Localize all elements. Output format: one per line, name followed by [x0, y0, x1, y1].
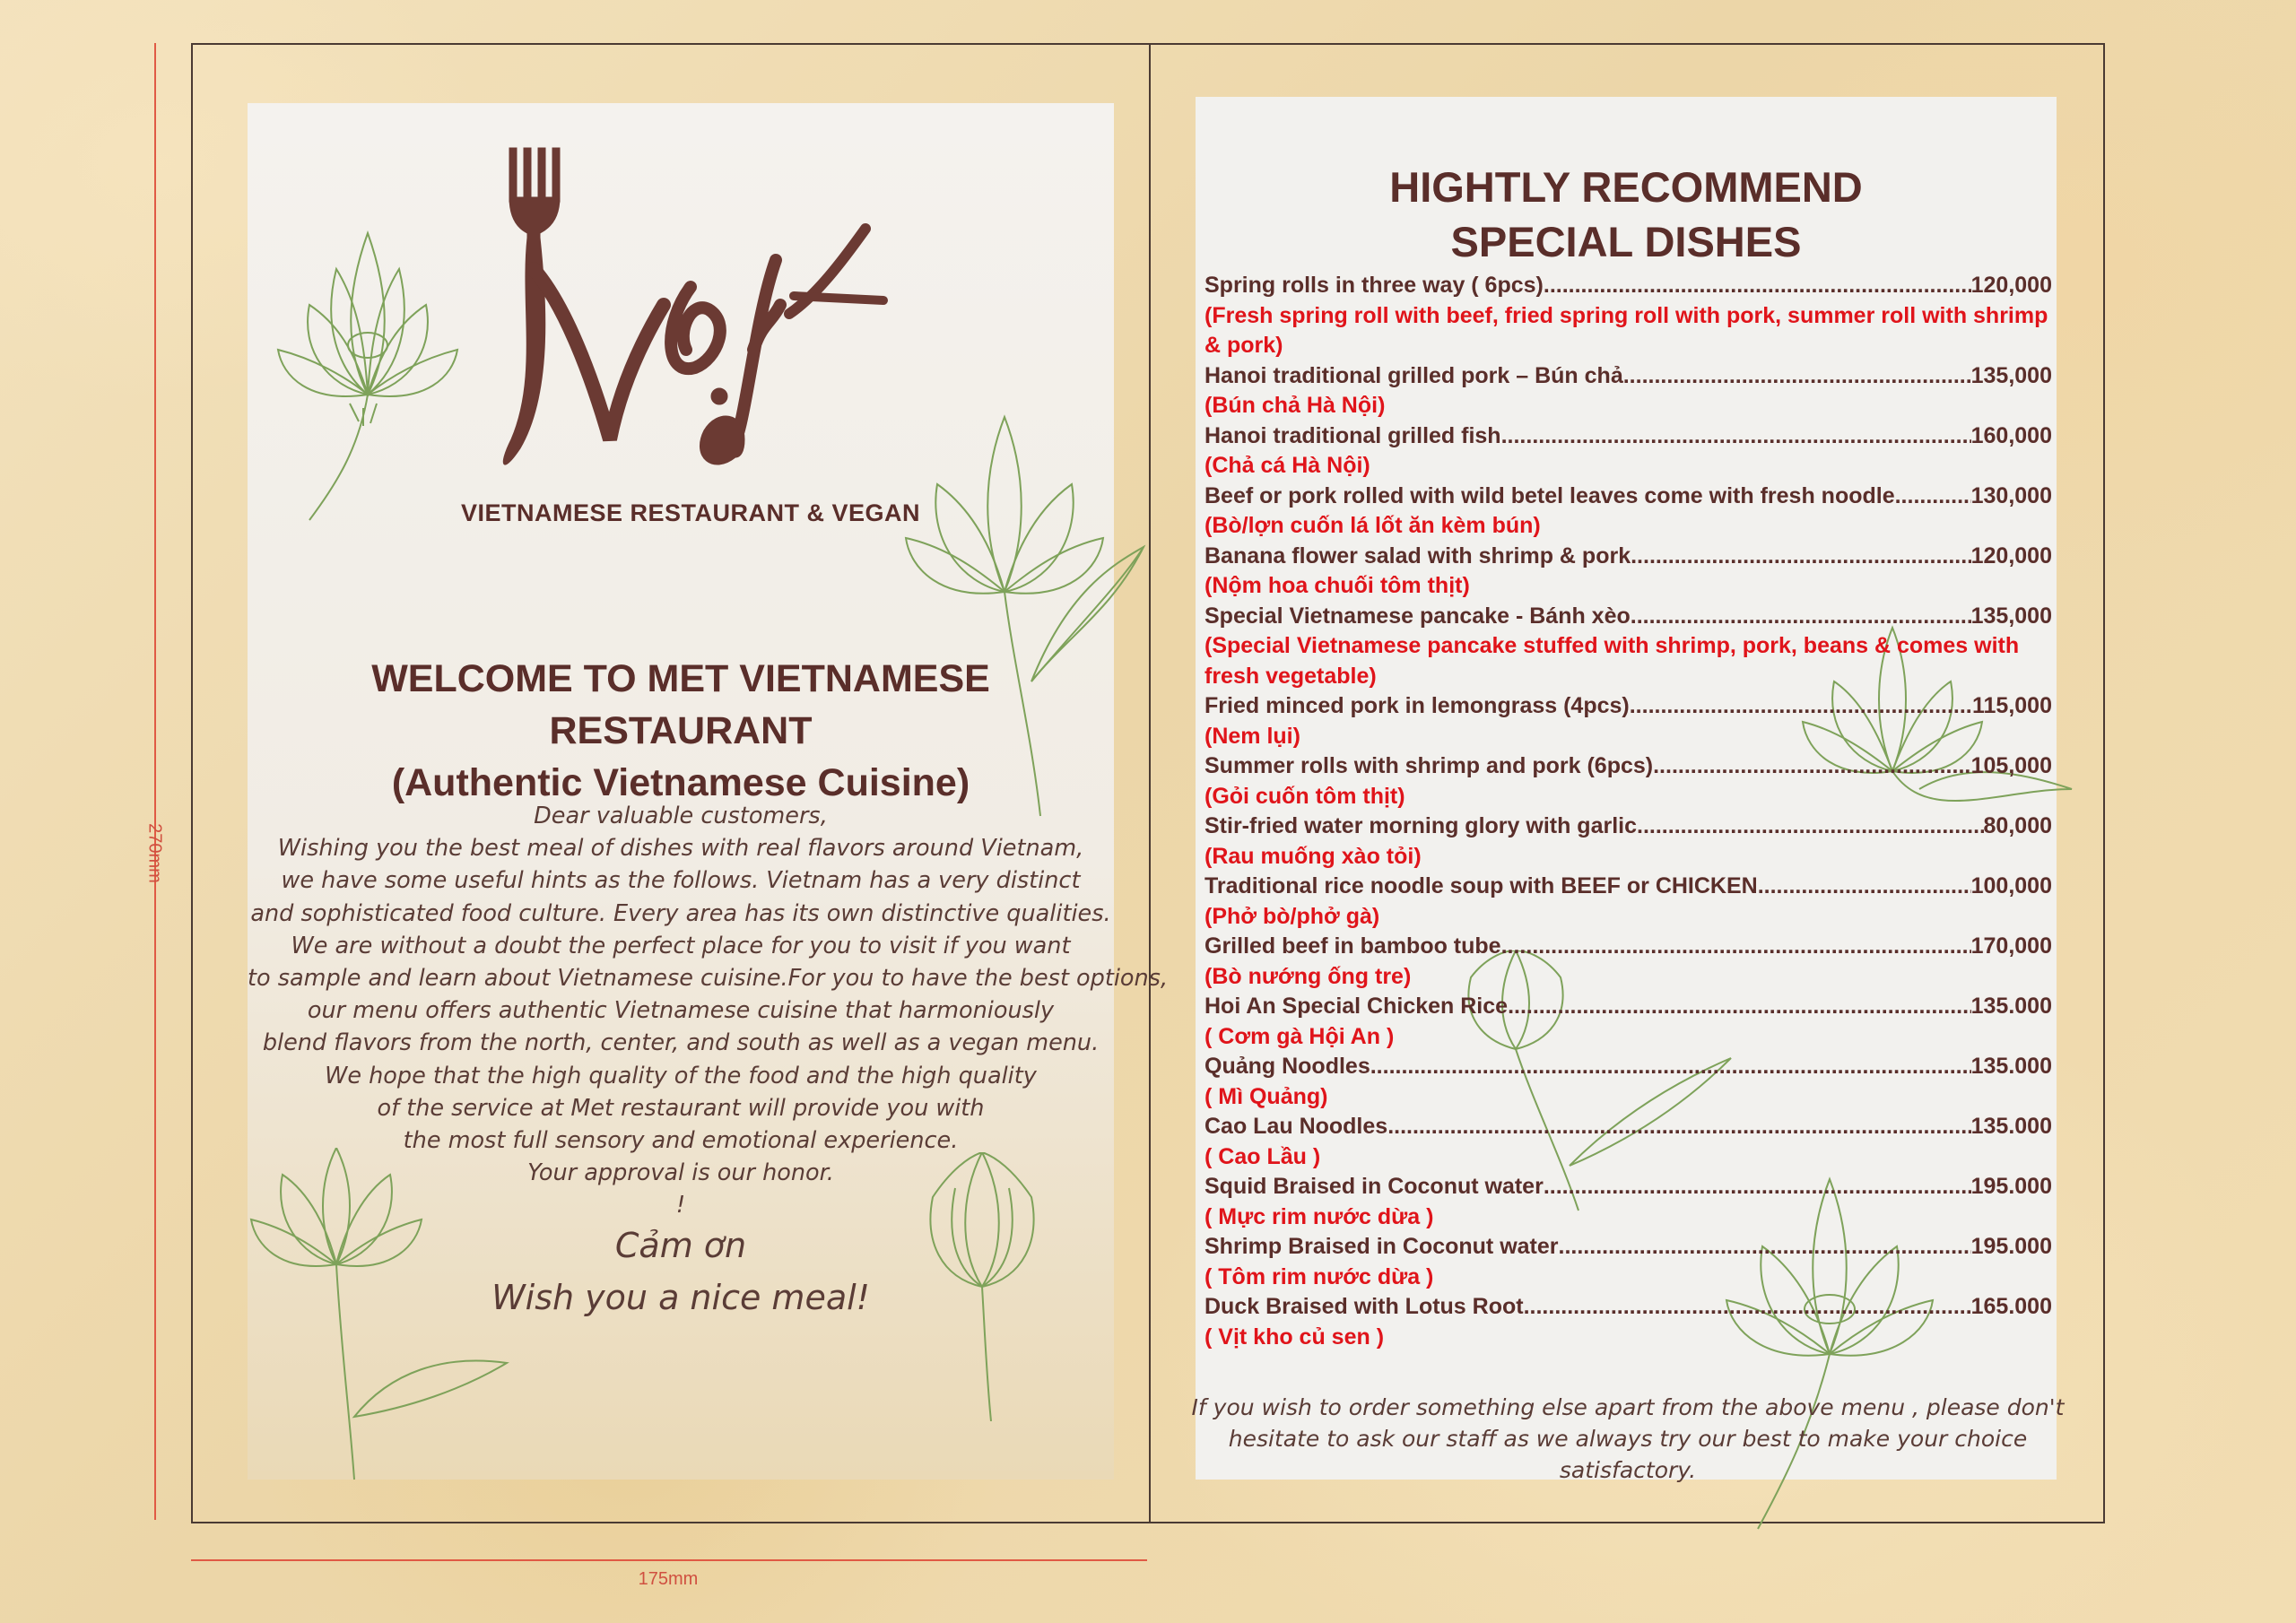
dot-leader	[1387, 1112, 1970, 1142]
dish-name: Hoi An Special Chicken Rice	[1205, 994, 1509, 1019]
menu-item	[1205, 361, 2055, 421]
dish-vietnamese-name: (Nem lụi)	[1205, 723, 1300, 749]
width-ruler-label: 175mm	[638, 1569, 699, 1589]
dish-price: 120,000	[1970, 542, 2052, 568]
dish-vietnamese-name: ( Cơm gà Hội An )	[1205, 1023, 1395, 1049]
menu-item	[1205, 872, 2055, 932]
dish-line	[1205, 1052, 2052, 1082]
dot-leader	[1501, 932, 1971, 962]
height-ruler-line	[154, 43, 156, 1520]
dish-name: Shrimp Braised in Coconut water	[1205, 1234, 1559, 1259]
dish-name: Squid Braised in Coconut water	[1205, 1174, 1544, 1199]
letter-line: of the service at Met restaurant will provide you with	[377, 1094, 985, 1122]
closing-message	[248, 1219, 1114, 1324]
dish-price: 115,000	[1972, 693, 2052, 718]
dish-vietnamese-name: (Rau muống xào tỏi)	[1205, 843, 1422, 869]
dish-price: 170,000	[1970, 933, 2052, 959]
menu-item	[1205, 992, 2055, 1052]
dish-line	[1205, 361, 2052, 392]
dish-name: Summer rolls with shrimp and pork (6pcs)	[1205, 753, 1654, 778]
letter-line: and sophisticated food culture. Every area has its own distinctive qualities.	[250, 899, 1111, 927]
recommend-subtitle: SPECIAL DISHES	[1450, 218, 1802, 265]
dish-name: Stir-fried water morning glory with garlic	[1205, 813, 1638, 838]
dot-leader	[1544, 1172, 1971, 1202]
welcome-heading	[248, 653, 1114, 809]
dish-name: Grilled beef in bamboo tube	[1205, 933, 1501, 959]
dish-vietnamese-name: (Phở bò/phở gà)	[1205, 903, 1380, 929]
dish-price: 135,000	[1970, 362, 2052, 388]
letter-line: Your approval is our honor.	[527, 1159, 834, 1187]
dish-vietnamese-name: (Chả cá Hà Nội)	[1205, 453, 1370, 478]
dish-price: 135.000	[1970, 1054, 2052, 1079]
dish-line	[1205, 812, 2052, 842]
dish-line	[1205, 751, 2052, 782]
menu-item	[1205, 1052, 2055, 1112]
dish-line	[1205, 872, 2052, 902]
menu-item	[1205, 482, 2055, 542]
menu-item	[1205, 1112, 2055, 1172]
dish-name: Hanoi traditional grilled pork – Bún chả	[1205, 362, 1623, 388]
dish-price: 80,000	[1983, 813, 2052, 838]
letter-line: Dear valuable customers,	[534, 803, 828, 829]
dot-leader	[1501, 421, 1971, 452]
dot-leader	[1544, 271, 1971, 301]
dish-price: 100,000	[1970, 873, 2052, 898]
dish-vietnamese-name: (Special Vietnamese pancake stuffed with shrimp, pork, beans & comes with fresh vegetable)	[1205, 633, 2020, 689]
dish-vietnamese-name: (Bún chả Hà Nội)	[1205, 393, 1386, 418]
menu-item	[1205, 691, 2055, 751]
dish-line	[1205, 1112, 2052, 1142]
menu-item	[1205, 1292, 2055, 1352]
letter-line: We hope that the high quality of the food and the high quality	[325, 1062, 1037, 1089]
dish-name: Spring rolls in three way ( 6pcs)	[1205, 273, 1544, 298]
menu-item	[1205, 932, 2055, 992]
dish-price: 165.000	[1970, 1294, 2052, 1319]
dish-vietnamese-name: ( Tôm rim nước dừa )	[1205, 1263, 1434, 1289]
dot-leader	[1508, 992, 1971, 1022]
dot-leader	[1524, 1292, 1971, 1323]
dot-leader	[1631, 602, 1971, 632]
dish-price: 135.000	[1970, 994, 2052, 1019]
dot-leader	[1653, 751, 1971, 782]
footer-note-line: If you wish to order something else apart from the above menu , please don't	[1191, 1394, 2065, 1420]
letter-line: we have some useful hints as the follows. Vietnam has a very distinct	[281, 867, 1081, 895]
welcome-letter	[248, 800, 1169, 1221]
dish-line	[1205, 421, 2052, 452]
dish-name: Fried minced pork in lemongrass (4pcs)	[1205, 693, 1630, 718]
footer-note	[1175, 1392, 2081, 1486]
dish-line	[1205, 1172, 2052, 1202]
dish-name: Quảng Noodles	[1205, 1054, 1370, 1079]
nice-meal-text: Wish you a nice meal!	[491, 1278, 870, 1317]
dish-line	[1205, 691, 2052, 722]
dish-line	[1205, 271, 2052, 301]
menu-item	[1205, 1232, 2055, 1292]
menu-item	[1205, 602, 2055, 692]
menu-item	[1205, 542, 2055, 602]
dish-vietnamese-name: (Bò nướng ống tre)	[1205, 963, 1412, 989]
width-ruler-line	[191, 1559, 1147, 1561]
dot-leader	[1758, 872, 1971, 902]
letter-line: Wishing you the best meal of dishes with real flavors around Vietnam,	[277, 835, 1084, 863]
dish-name: Beef or pork rolled with wild betel leaves come with fresh noodle	[1205, 482, 1895, 508]
dot-leader	[1630, 691, 1972, 722]
dish-line	[1205, 932, 2052, 962]
dish-line	[1205, 1232, 2052, 1263]
dish-price: 195.000	[1970, 1234, 2052, 1259]
dot-leader	[1631, 542, 1971, 572]
menu-item	[1205, 751, 2055, 812]
dish-name: Cao Lau Noodles	[1205, 1114, 1388, 1139]
dish-name: Banana flower salad with shrimp & pork	[1205, 542, 1631, 568]
menu-item	[1205, 421, 2055, 482]
special-dishes-list	[1205, 271, 2055, 1352]
recommend-heading	[1196, 160, 2057, 269]
menu-item	[1205, 271, 2055, 361]
dish-name: Special Vietnamese pancake - Bánh xèo	[1205, 603, 1631, 629]
dish-price: 120,000	[1970, 273, 2052, 298]
restaurant-tagline: VIETNAMESE RESTAURANT & VEGAN	[460, 499, 921, 526]
recommend-title: HIGHTLY RECOMMEND	[1389, 163, 1863, 211]
dish-vietnamese-name: ( Mì Quảng)	[1205, 1083, 1328, 1109]
welcome-title: WELCOME TO MET VIETNAMESE RESTAURANT	[371, 657, 990, 752]
dish-line	[1205, 482, 2052, 512]
menu-item	[1205, 1172, 2055, 1232]
footer-note-line: hesitate to ask our staff as we always try our best to make your choice satisfactory.	[1228, 1426, 2028, 1483]
dot-leader	[1623, 361, 1971, 392]
letter-line: We are without a doubt the perfect place for you to visit if you want	[291, 932, 1071, 959]
menu-item	[1205, 812, 2055, 872]
dish-price: 135,000	[1970, 603, 2052, 629]
dish-price: 130,000	[1970, 482, 2052, 508]
dish-line	[1205, 1292, 2052, 1323]
dish-vietnamese-name: (Gỏi cuốn tôm thịt)	[1205, 783, 1405, 809]
letter-line: !	[675, 1192, 686, 1219]
letter-line: our menu offers authentic Vietnamese cuisine that harmoniously	[307, 997, 1055, 1025]
dish-line	[1205, 542, 2052, 572]
fork-spoon-logo-icon	[484, 143, 951, 484]
dish-name: Duck Braised with Lotus Root	[1205, 1294, 1524, 1319]
dish-vietnamese-name: ( Cao Lầu )	[1205, 1143, 1321, 1169]
dish-vietnamese-name: ( Mực rim nước dừa )	[1205, 1203, 1434, 1229]
dish-name: Traditional rice noodle soup with BEEF or CHICKEN	[1205, 873, 1758, 898]
dish-vietnamese-name: ( Vịt kho củ sen )	[1205, 1324, 1385, 1350]
letter-line: blend flavors from the north, center, and south as well as a vegan menu.	[262, 1029, 1100, 1057]
dish-vietnamese-name: (Bò/lợn cuốn lá lốt ăn kèm bún)	[1205, 513, 1541, 538]
dish-line	[1205, 992, 2052, 1022]
dish-price: 195.000	[1970, 1174, 2052, 1199]
dish-vietnamese-name: (Fresh spring roll with beef, fried spring roll with pork, summer roll with shrimp & pork)	[1205, 302, 2048, 358]
welcome-subtitle: (Authentic Vietnamese Cuisine)	[391, 761, 970, 804]
lotus-flower-icon	[274, 215, 462, 538]
dish-line	[1205, 602, 2052, 632]
dish-vietnamese-name: (Nộm hoa chuối tôm thịt)	[1205, 573, 1470, 598]
dot-leader	[1370, 1052, 1971, 1082]
met-logo	[484, 143, 951, 484]
dish-price: 105,000	[1970, 753, 2052, 778]
dish-name: Hanoi traditional grilled fish	[1205, 422, 1501, 448]
dot-leader	[1637, 812, 1984, 842]
dish-price: 160,000	[1970, 422, 2052, 448]
thank-you-text: Cảm ơn	[614, 1226, 747, 1265]
letter-line: to sample and learn about Vietnamese cuisine.For you to have the best options,	[248, 964, 1169, 992]
dish-price: 135.000	[1970, 1114, 2052, 1139]
letter-line: the most full sensory and emotional experience.	[403, 1126, 959, 1154]
dot-leader	[1559, 1232, 1971, 1263]
height-ruler-label: 270mm	[144, 823, 165, 883]
dot-leader	[1895, 482, 1971, 512]
